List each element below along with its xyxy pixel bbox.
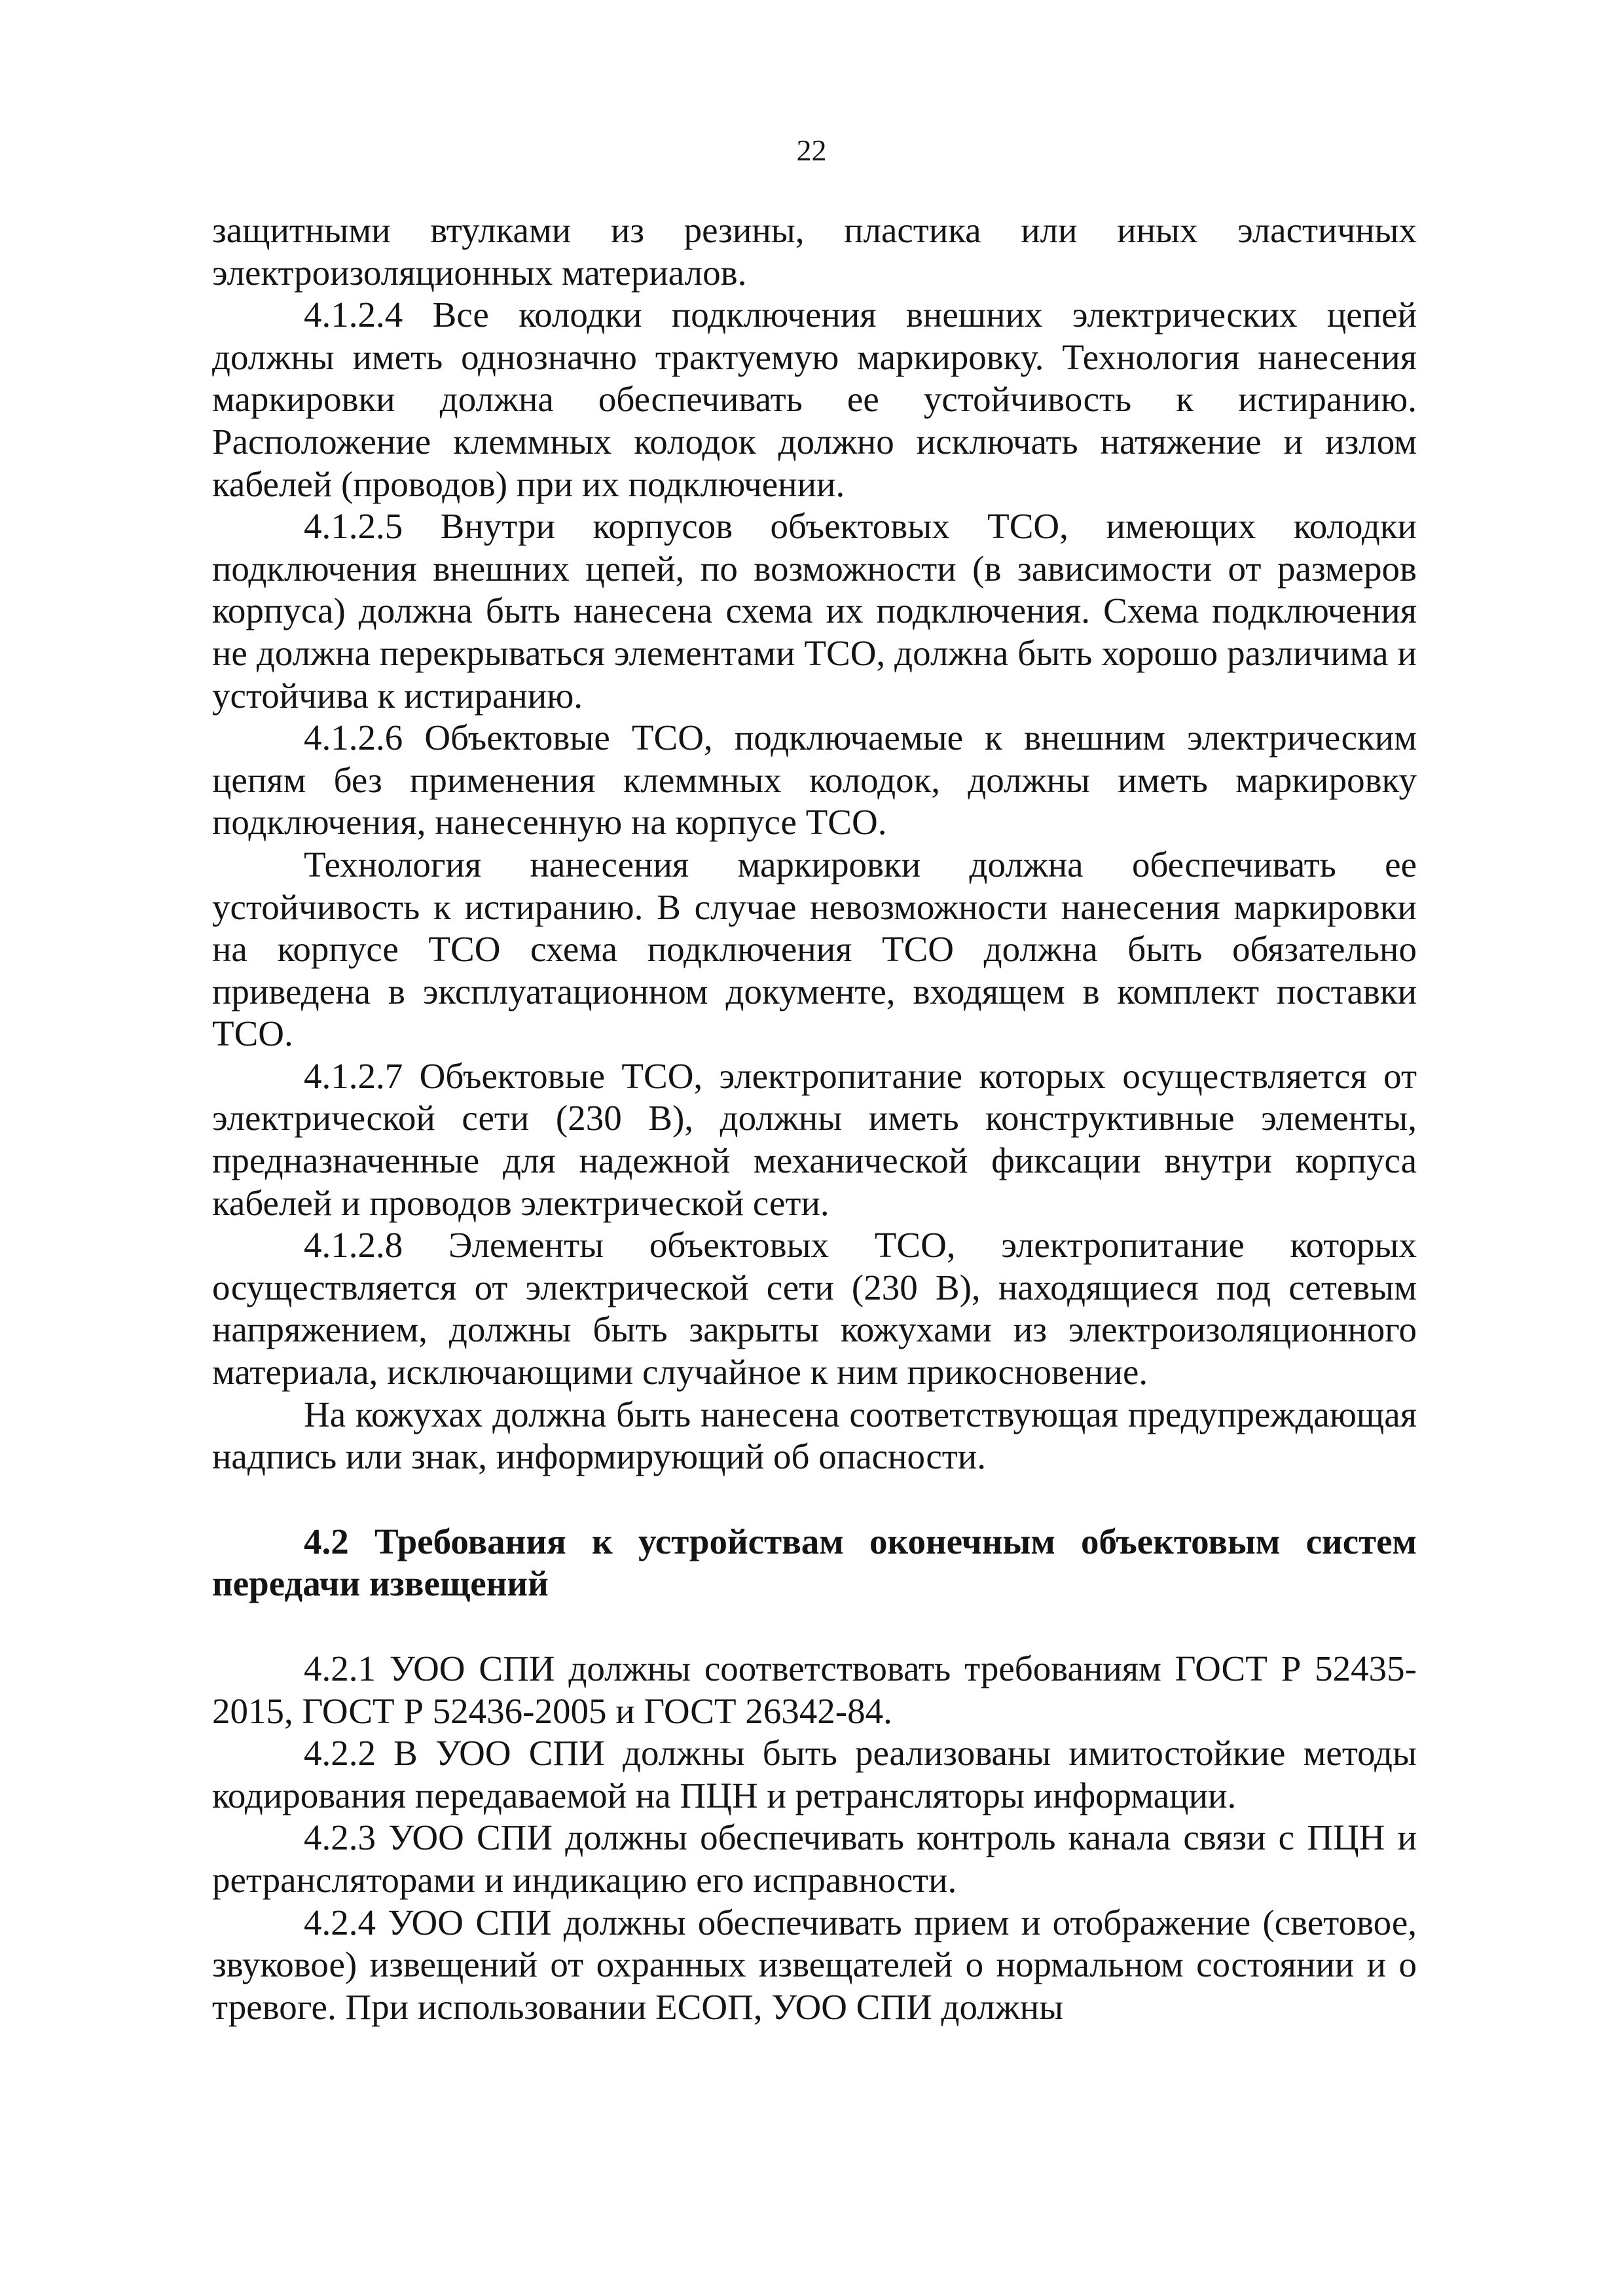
section-heading-4-2: 4.2 Требования к устройствам оконечным объектовым систем передачи извещений — [212, 1521, 1417, 1604]
paragraph-4-1-2-7: 4.1.2.7 Объектовые ТСО, электропитание которых осуществляется от электрической сети (230 В), должны иметь конструктивные элементы, предназначенные для надежной механической фиксации внутри корпуса кабелей и проводов электрической сети. — [212, 1055, 1417, 1223]
paragraph-4-2-2: 4.2.2 В УОО СПИ должны быть реализованы имитостойкие методы кодирования передаваемой на ПЦН и ретрансляторы информации. — [212, 1733, 1417, 1815]
paragraph-marking-technology: Технология нанесения маркировки должна обеспечивать ее устойчивость к истиранию. В случае невозможности нанесения маркировки на корпусе ТСО схема подключения ТСО должна быть обязательно приведена в эксплуатационном документе, входящем в комплект поставки ТСО. — [212, 844, 1417, 1054]
paragraph-4-1-2-4: 4.1.2.4 Все колодки подключения внешних электрических цепей должны иметь однозначно трактуемую маркировку. Технология нанесения маркировки должна обеспечивать ее устойчивость к истиранию. Расположение клеммных колодок должно исключать натяжение и излом кабелей (проводов) при их подключении. — [212, 295, 1417, 504]
paragraph-4-2-1: 4.2.1 УОО СПИ должны соответствовать требованиям ГОСТ Р 52435-2015, ГОСТ Р 52436-2005 и ГОСТ 26342-84. — [212, 1649, 1417, 1731]
paragraph-4-1-2-6: 4.1.2.6 Объектовые ТСО, подключаемые к внешним электрическим цепям без применения клеммных колодок, должны иметь маркировку подключения, нанесенную на корпусе ТСО. — [212, 718, 1417, 843]
paragraph-warning-label: На кожухах должна быть нанесена соответствующая предупреждающая надпись или знак, информирующий об опасности. — [212, 1394, 1417, 1477]
paragraph-4-1-2-8: 4.1.2.8 Элементы объектовых ТСО, электропитание которых осуществляется от электрической сети (230 В), находящиеся под сетевым напряжением, должны быть закрыты кожухами из электроизоляционного материала, исключающими случайное к ним прикосновение. — [212, 1225, 1417, 1393]
document-body — [212, 210, 1417, 2028]
paragraph-continuation: защитными втулками из резины, пластика или иных эластичных электроизоляционных материалов. — [212, 210, 1417, 293]
page-number: 22 — [796, 134, 827, 167]
paragraph-4-2-3: 4.2.3 УОО СПИ должны обеспечивать контроль канала связи с ПЦН и ретрансляторами и индикацию его исправности. — [212, 1817, 1417, 1900]
paragraph-4-1-2-5: 4.1.2.5 Внутри корпусов объектовых ТСО, имеющих колодки подключения внешних цепей, по возможности (в зависимости от размеров корпуса) должна быть нанесена схема их подключения. Схема подключения не должна перекрываться элементами ТСО, должна быть хорошо различима и устойчива к истиранию. — [212, 506, 1417, 716]
paragraph-4-2-4: 4.2.4 УОО СПИ должны обеспечивать прием и отображение (световое, звуковое) извещений от охранных извещателей о нормальном состоянии и о тревоге. При использовании ЕСОП, УОО СПИ должны — [212, 1902, 1417, 2027]
